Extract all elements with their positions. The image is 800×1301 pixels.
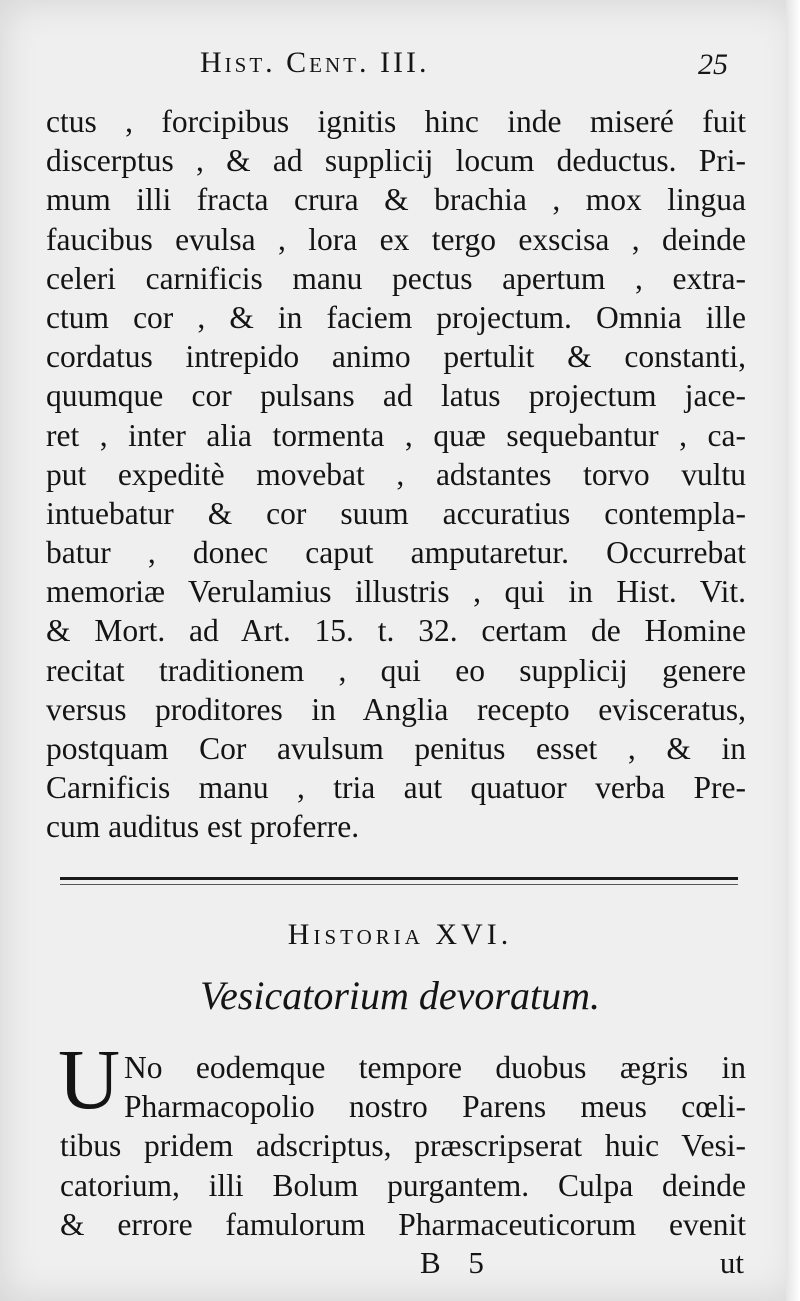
- historia-heading: Historia XVI.: [287, 918, 513, 951]
- text-line: quumque cor pulsans ad latus projectum jace-: [46, 378, 746, 414]
- paragraph-1: [46, 102, 746, 847]
- text-line: cum auditus est proferre.: [46, 809, 360, 845]
- drop-cap: U: [58, 1031, 121, 1127]
- catchword: ut: [719, 1245, 744, 1280]
- text-line: & Mort. ad Art. 15. t. 32. certam de Homine: [46, 613, 746, 649]
- text-line: cordatus intrepido animo pertulit & constanti,: [46, 339, 746, 375]
- text-line: batur , donec caput amputaretur. Occurrebat: [46, 535, 746, 571]
- text-line: ctus , forcipibus ignitis hinc inde miseré fuit: [46, 104, 746, 139]
- text-line: intuebatur & cor suum accuratius contempla-: [46, 495, 746, 531]
- text-line: & errore famulorum Pharmaceuticorum evenit: [60, 1206, 746, 1242]
- paragraph-2: [60, 1048, 746, 1244]
- signature-mark: B 5: [420, 1245, 494, 1280]
- text-line: discerptus , & ad supplicij locum deductus. Pri-: [46, 143, 746, 179]
- text-line: Carnificis manu , tria aut quatuor verba Pre-: [46, 770, 746, 806]
- page-edge: [786, 0, 800, 1301]
- text-line: postquam Cor avulsum penitus esset , & in: [46, 731, 746, 766]
- text-line: ret , inter alia tormenta , quæ sequebantur , ca-: [46, 417, 746, 453]
- text-line: faucibus evulsa , lora ex tergo exscisa , deinde: [46, 221, 746, 257]
- section-rule-thin: [60, 884, 738, 885]
- text-line: versus proditores in Anglia recepto evisceratus,: [46, 691, 746, 727]
- page-footer: [0, 1245, 800, 1285]
- text-line: celeri carnificis manu pectus apertum , extra-: [46, 260, 746, 296]
- running-head: [0, 46, 800, 90]
- text-line: recitat traditionem , qui eo supplicij genere: [46, 652, 746, 688]
- text-line: Pharmacopolio nostro Parens meus cœli-: [124, 1089, 746, 1125]
- text-line: memoriæ Verulamius illustris , qui in Hist. Vit.: [46, 574, 746, 610]
- text-line: mum illi fracta crura & brachia , mox lingua: [46, 182, 746, 218]
- text-line: put expeditè movebat , adstantes torvo vultu: [46, 456, 746, 492]
- text-line: No eodemque tempore duobus ægris in: [124, 1050, 746, 1085]
- historia-subheading: Vesicatorium devoratum.: [200, 973, 600, 1018]
- text-line: tibus pridem adscriptus, præscripserat huic Vesi-: [60, 1128, 746, 1164]
- text-line: ctum cor , & in faciem projectum. Omnia ille: [46, 299, 746, 335]
- page-number: 25: [698, 48, 728, 81]
- running-head-title: Hist. Cent. III.: [200, 46, 430, 79]
- text-line: catorium, illi Bolum purgantem. Culpa deinde: [60, 1167, 746, 1203]
- section-rule: [60, 877, 738, 880]
